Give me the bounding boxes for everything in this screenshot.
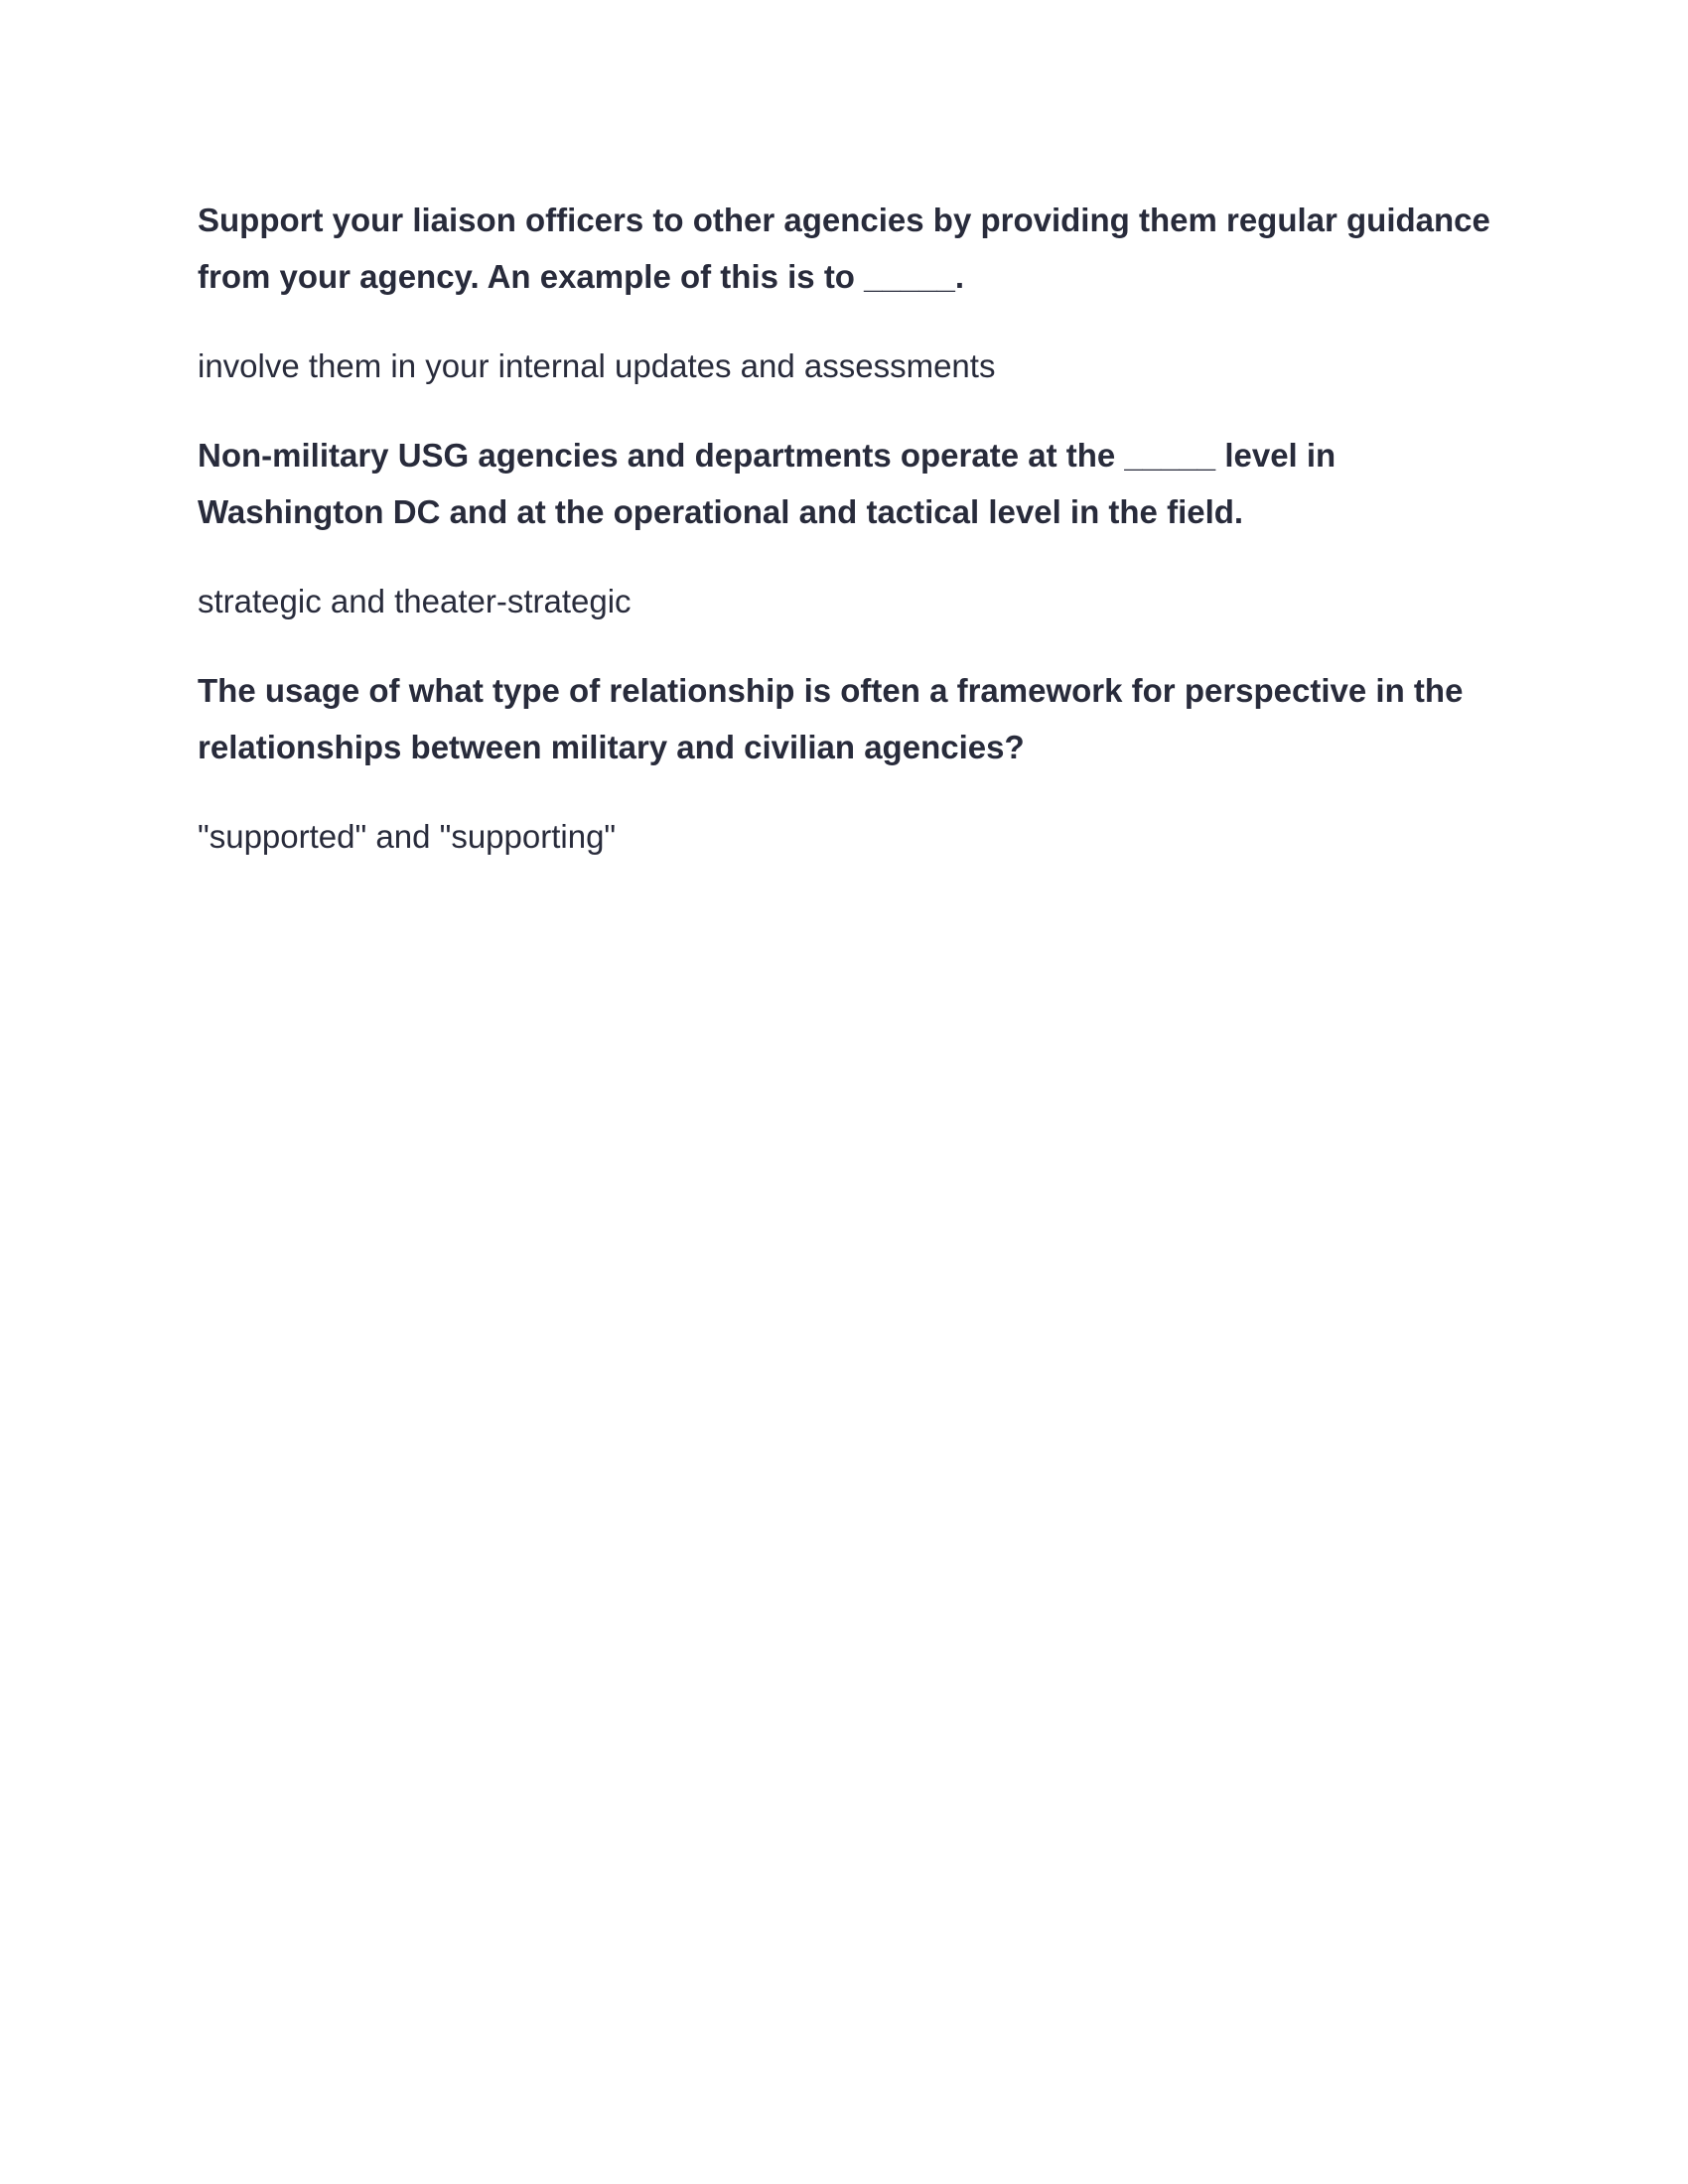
flashcard-2 xyxy=(198,427,1498,629)
flashcard-1 xyxy=(198,192,1498,394)
answer-text: strategic and theater-strategic xyxy=(198,583,632,619)
answer-text: "supported" and "supporting" xyxy=(198,818,617,855)
flashcard-3 xyxy=(198,662,1498,865)
answer-text: involve them in your internal updates and assessments xyxy=(198,347,996,384)
question-text: Non-military USG agencies and departments operate at the _____ level in Washington DC and at the operational and tactical level in the field. xyxy=(198,437,1336,530)
question-text: The usage of what type of relationship is often a framework for perspective in the relationships between military and civilian agencies? xyxy=(198,672,1464,765)
flashcard-list xyxy=(198,192,1498,897)
question-text: Support your liaison officers to other agencies by providing them regular guidance from your agency. An example of this is to _____. xyxy=(198,202,1490,295)
